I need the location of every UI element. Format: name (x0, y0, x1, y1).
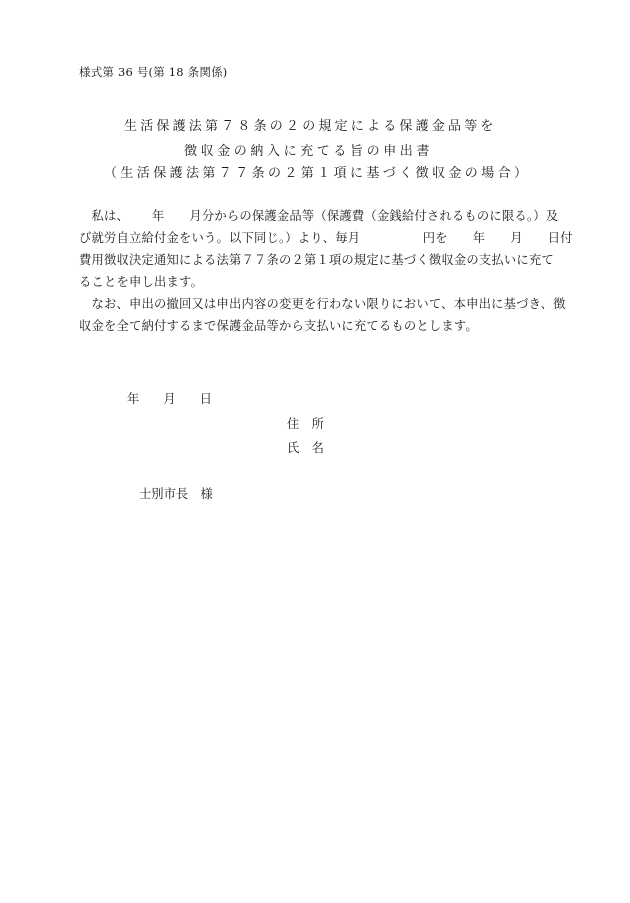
month-label: 月 (163, 392, 176, 406)
year-label: 年 (127, 392, 140, 406)
withdrawal-paragraph (79, 293, 566, 337)
title-line-3: （生活保護法第７７条の２第１項に基づく徴収金の場合） (104, 166, 531, 181)
paragraph-line: 私は、 年 月分からの保護金品等（保護費（金銭給付されるものに限る。）及 (79, 209, 559, 223)
paragraph-line: ることを申し出ます。 (79, 275, 203, 289)
paragraph-line: 収金を全て納付するまで保護金品等から支払いに充てるものとします。 (79, 319, 478, 333)
paragraph-line: 費用徴収決定通知による法第７７条の２第１項の規定に基づく徴収金の支払いに充て (79, 253, 554, 267)
address-label: 住 所 (287, 417, 324, 431)
form-number: 様式第 36 号(第 18 条関係) (79, 65, 228, 79)
paragraph-line: び就労自立給付金をいう。以下同じ。）より、毎月 円を 年 月 日付 (79, 231, 573, 245)
recipient: 士別市長 様 (139, 487, 213, 501)
title-line-2: 徴収金の納入に充てる旨の申出書 (184, 144, 434, 159)
title-line-1: 生活保護法第７８条の２の規定による保護金品等を (124, 119, 497, 134)
paragraph-line: なお、申出の撤回又は申出内容の変更を行わない限りにおいて、本申出に基づき、徴 (79, 297, 566, 311)
name-label: 氏 名 (287, 441, 324, 455)
application-paragraph (79, 205, 573, 293)
day-label: 日 (199, 392, 212, 406)
date-field (127, 389, 212, 407)
